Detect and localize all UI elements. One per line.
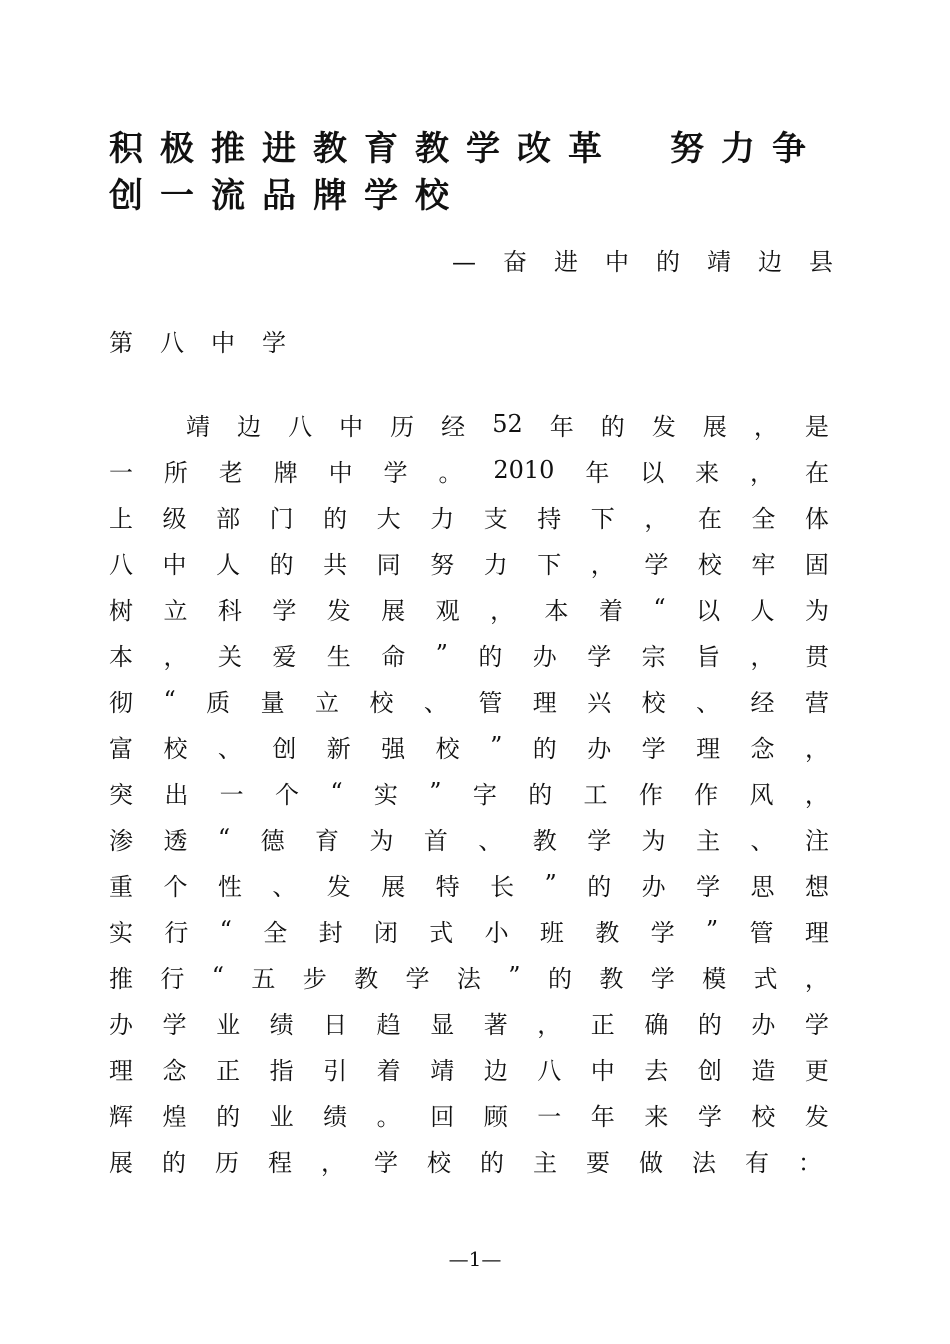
body-line: 理 念 正 指 引 着 靖 边 八 中 去 创 造 更 bbox=[109, 1056, 829, 1085]
document-title-line-2: 创一流品牌学校 bbox=[109, 176, 466, 216]
body-line: 八 中 人 的 共 同 努 力 下 ， 学 校 牢 固 bbox=[109, 550, 829, 579]
body-line: 上 级 部 门 的 大 力 支 持 下 ， 在 全 体 bbox=[109, 504, 829, 533]
document-title-line-1: 积极推进教育教学改革 努力争 bbox=[109, 129, 823, 169]
body-line: 本 ， 关 爱 生 命 ” 的 办 学 宗 旨 ， 贯 bbox=[109, 640, 829, 671]
document-subtitle: —奋进中的靖边县 bbox=[452, 248, 860, 276]
body-line: 一 所 老 牌 中 学 。 2010 年 以 来 ， 在 bbox=[109, 456, 829, 487]
body-line: 重 个 性 、 发 展 特 长 ” 的 办 学 思 想 bbox=[109, 870, 829, 901]
school-name: 第八中学 bbox=[109, 329, 313, 357]
body-line: 展 的 历 程 ， 学 校 的 主 要 做 法 有 ： bbox=[109, 1148, 822, 1177]
body-line: 辉 煌 的 业 绩 。 回 顾 一 年 来 学 校 发 bbox=[109, 1102, 829, 1131]
body-line: 彻 “ 质 量 立 校 、 管 理 兴 校 、 经 营 bbox=[109, 686, 829, 717]
body-line: 渗 透 “ 德 育 为 首 、 教 学 为 主 、 注 bbox=[109, 824, 829, 855]
body-line: 树 立 科 学 发 展 观 ， 本 着 “ 以 人 为 bbox=[109, 594, 829, 625]
body-line: 靖 边 八 中 历 经 52 年 的 发 展 ， 是 bbox=[186, 410, 829, 441]
body-line: 富 校 、 创 新 强 校 ” 的 办 学 理 念 ， bbox=[109, 732, 829, 763]
body-line: 突 出 一 个 “ 实 ” 字 的 工 作 作 风 ， bbox=[109, 778, 829, 809]
body-line: 办 学 业 绩 日 趋 显 著 ， 正 确 的 办 学 bbox=[109, 1010, 829, 1039]
body-line: 实 行 “ 全 封 闭 式 小 班 教 学 ” 管 理 bbox=[109, 916, 829, 947]
page-number: —1— bbox=[448, 1247, 502, 1271]
body-line: 推 行 “ 五 步 教 学 法 ” 的 教 学 模 式 ， bbox=[109, 962, 829, 993]
